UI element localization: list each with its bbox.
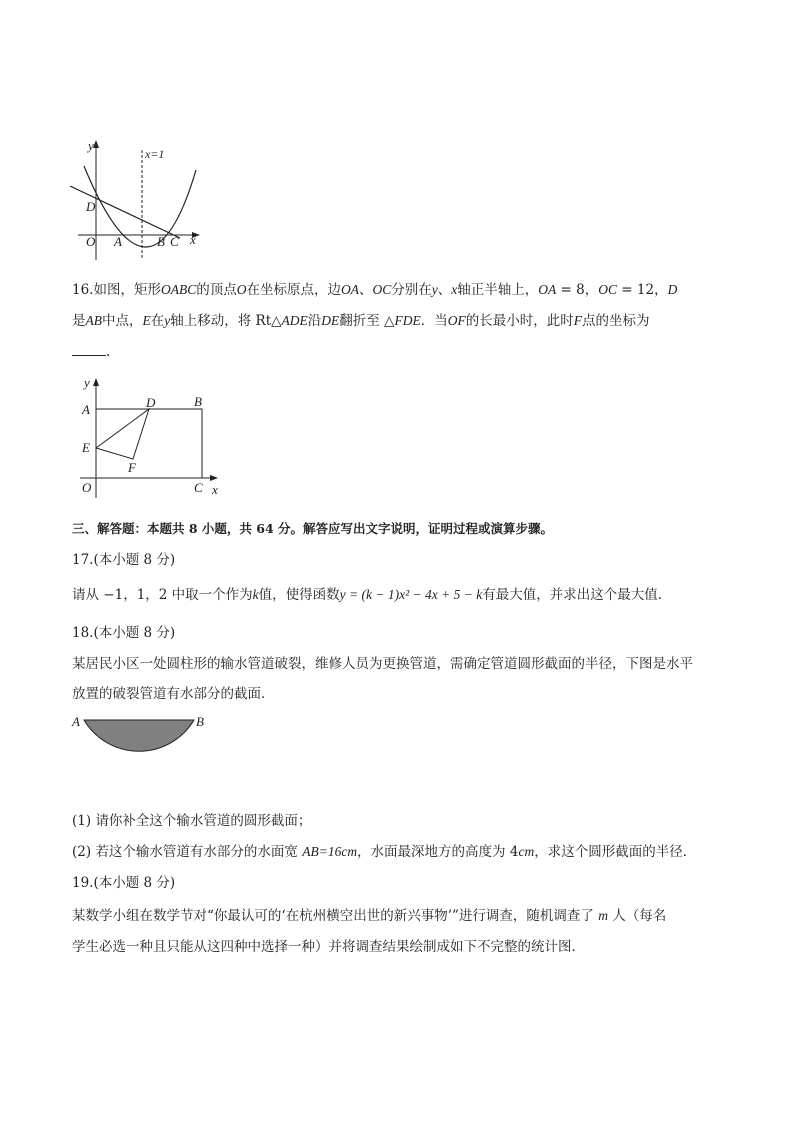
pipe-cross-section-figure — [68, 712, 218, 774]
q18-text-1: 某居民小区一处圆柱形的输水管道破裂，维修人员为更换管道，需确定管道圆形截面的半径，下图是水平 — [72, 656, 693, 672]
section-3-heading: 三、解答题：本题共 8 小题，共 64 分。解答应写出文字说明，证明过程或演算步骤。 — [72, 521, 554, 536]
fig2-x-label: x — [212, 482, 218, 497]
fig2-label-E: E — [82, 440, 90, 455]
parabola-figure — [70, 136, 210, 262]
fig1-y-label: y — [88, 138, 94, 153]
answer-blank — [72, 343, 106, 356]
q18-header: 18.(本小题 8 分) — [72, 625, 176, 641]
q19-text-2: 学生必选一种且只能从这四种中选择一种）并将调查结果绘制成如下不完整的统计图． — [72, 939, 585, 955]
fig1-label-A: A — [114, 234, 122, 249]
fig1-x-label: x — [190, 232, 196, 247]
fig1-line-label: x=1 — [145, 147, 165, 161]
fig1-label-D: D — [86, 199, 96, 214]
fig2-label-A: A — [82, 402, 90, 417]
rectangle-figure — [78, 372, 228, 500]
fig2-label-D: D — [146, 395, 156, 410]
fig2-label-F: F — [128, 460, 136, 475]
fig1-label-C: C — [170, 234, 179, 249]
q18-text-2: 放置的破裂管道有水部分的截面． — [72, 686, 275, 702]
q17-header: 17.(本小题 8 分) — [72, 552, 176, 568]
fig3-label-A: A — [72, 714, 80, 729]
q16-line-1: 16.如图，矩形OABC的顶点O在坐标原点，边OA、OC分别在y、x轴正半轴上，OA = 8，OC = 12，D — [72, 282, 678, 298]
q19-header: 19.(本小题 8 分) — [72, 875, 176, 891]
q18-part-2: (2) 若这个输水管道有水部分的水面宽 AB=16cm，水面最深地方的高度为 4cm，求这个圆形截面的半径． — [72, 844, 697, 860]
q19-text-1: 某数学小组在数学节对“你最认可的‘在杭州横空出世的新兴事物’”进行调查，随机调查了 m 人（每名 — [72, 908, 667, 924]
q17-text: 请从 −1，1，2 中取一个作为k值，使得函数y = (k − 1)x² − 4x + 5 − k有最大值，并求出这个最大值． — [72, 587, 672, 603]
q16-answer-blank: . — [72, 343, 110, 361]
fig1-label-O: O — [86, 234, 96, 249]
q16-line-2: 是AB中点，E在y轴上移动，将 Rt△ADE沿DE翻折至 △FDE．当OF的长最小时，此时F点的坐标为 — [72, 313, 650, 329]
fig3-label-B: B — [196, 714, 204, 729]
fig1-label-B: B — [157, 234, 165, 249]
fig2-label-B: B — [194, 394, 202, 409]
q18-part-1: (1) 请你补全这个输水管道的圆形截面； — [72, 813, 312, 829]
fig2-label-C: C — [194, 480, 203, 495]
fig2-label-O: O — [82, 480, 92, 495]
fig2-y-label: y — [84, 375, 90, 390]
